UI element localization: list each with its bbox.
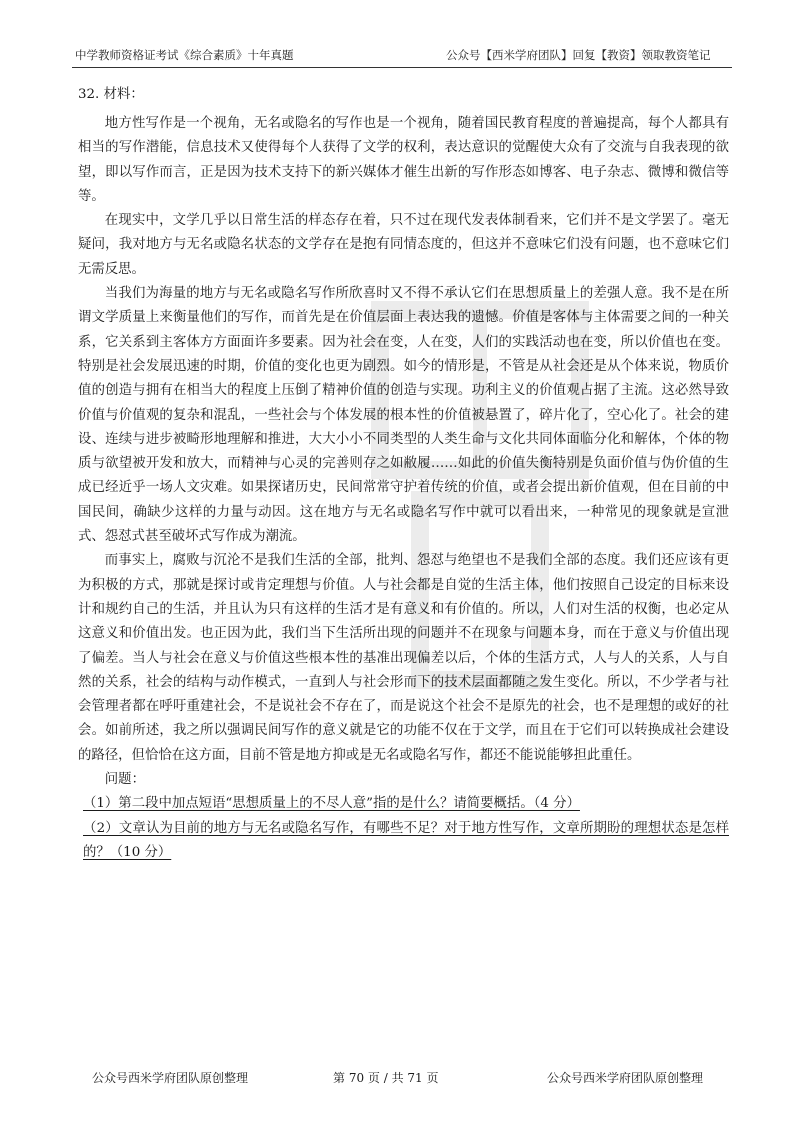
material-body: [78, 112, 729, 865]
question-1: （1）第二段中加点短语“思想质量上的不尽人意”指的是什么？请简要概括。（4 分）: [83, 796, 580, 812]
paragraph-2: 在现实中，文学几乎以日常生活的样态存在着，只不过在现代发表体制看来，它们并不是文学罢了。毫无疑问，我对地方与无名或隐名状态的文学存在是抱有同情态度的，但这并不意味它们没有问题，也不意味它们无需反思。: [78, 213, 729, 277]
footer-left-note: 公众号西米学府团队原创整理: [92, 1071, 249, 1085]
paragraph-1: 地方性写作是一个视角，无名或隐名的写作也是一个视角，随着国民教育程度的普遍提高，每个人都具有相当的写作潜能，信息技术又使得每个人获得了文学的权利，表达意识的觉醒使大众有了交流与自我表现的欲望，即以写作而言，正是因为技术支持下的新兴媒体才催生出新的写作形态如博客、电子杂志、微博和微信等等。: [78, 116, 729, 204]
questions-label: 问题：: [104, 772, 145, 788]
paragraph-3: 当我们为海量的地方与无名或隐名写作所欣喜时又不得不承认它们在思想质量上的差强人意。我不是在所谓文学质量上来衡量他们的写作，而首先是在价值层面上表达我的遗憾。价值是客体与主体需要之间的一种关系，它关系到主客体方方面面许多要素。因为社会在变，人在变，人们的实践活动也在变，所以价值也在变。特别是社会发展迅速的时期，价值的变化也更为剧烈。如今的情形是，不管是从社会还是从个体来说，物质价值的创造与拥有在相当大的程度上压倒了精神价值的创造与实现。功利主义的价值观占据了主流。这必然导致价值与价值观的复杂和混乱，一些社会与个体发展的根本性的价值被悬置了，碎片化了，空心化了。社会的建设、连续与进步被畸形地理解和推进，大大小小不同类型的人类生命与文化共同体面临分化和解体，个体的物质与欲望被开发和放大，而精神与心灵的完善则存之如敝履……如此的价值失衡特别是负面价值与伪价值的生成已经近乎一场人文灾难。如果探诸历史，民间常常守护着传统的价值，或者会提出新价值观，但在目前的中国民间，确缺少这样的力量与动因。这在地方与无名或隐名写作中就可以看出来，一种常见的现象就是宣泄式、怨怼式甚至破坏式写作成为潮流。: [78, 286, 729, 545]
question-2: （2）文章认为目前的地方与无名或隐名写作，有哪些不足？对于地方性写作，文章所期盼的理想状态是怎样的？（10 分）: [83, 820, 729, 860]
header-left-title: 中学教师资格证考试《综合素质》十年真题: [75, 48, 294, 62]
header-divider: [72, 67, 732, 68]
page-number: 第 70 页 / 共 71 页: [333, 1071, 439, 1085]
footer-right-note: 公众号西米学府团队原创整理: [547, 1071, 704, 1085]
header-right-note: 公众号【西米学府团队】回复【教资】领取教资笔记: [446, 48, 711, 62]
paragraph-4: 而事实上，腐败与沉沦不是我们生活的全部，批判、怨怼与绝望也不是我们全部的态度。我们还应该有更为积极的方式，那就是探讨或肯定理想与价值。人与社会都是自觉的生活主体，他们按照自己设定的目标来设计和规约自己的生活，并且认为只有这样的生活才是有意义和有价值的。所以，人们对生活的权衡，也必定从这意义和价值出发。也正因为此，我们当下生活所出现的问题并不在现象与问题本身，而在于意义与价值出现了偏差。当人与社会在意义与价值这些根本性的基准出现偏差以后，个体的生活方式，人与人的关系，人与自然的关系，社会的结构与动作模式，一直到人与社会形而下的技术层面都随之发生变化。所以，不少学者与社会管理者都在呼吁重建社会，不是说社会不存在了，而是说这个社会不是原先的社会，也不是理想的或好的社会。如前所述，我之所以强调民间写作的意义就是它的功能不仅在于文学，而且在于它们可以转换成社会建设的路径，但恰恰在这方面，目前不管是地方抑或是无名或隐名写作，都还不能说能够担此重任。: [78, 553, 729, 763]
question-number: 32. 材料：: [78, 87, 144, 102]
